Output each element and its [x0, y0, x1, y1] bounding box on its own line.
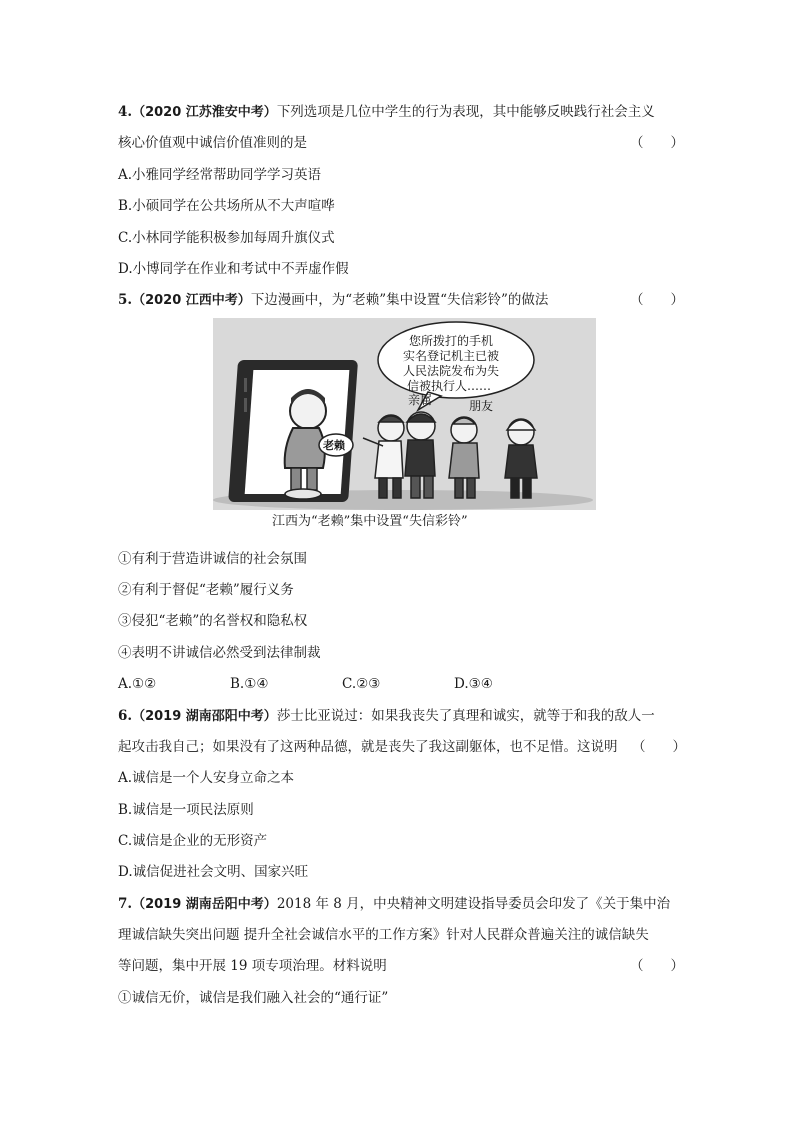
q4-option-d: D.小博同学在作业和考试中不弄虚作假 — [118, 261, 349, 277]
q7-stem-text1: 2018 年 8 月，中央精神文明建设指导委员会印发了《关于集中治 — [276, 896, 671, 912]
bubble-line-2: 实名登记机主已被 — [403, 349, 500, 363]
q4-source: （2020 江苏淮安中考） — [132, 105, 277, 120]
q7-source: （2019 湖南岳阳中考） — [132, 897, 277, 912]
q6-option-b: B.诚信是一项民法原则 — [118, 802, 254, 818]
q4-stem-line1 — [118, 102, 655, 123]
q6-answer-paren: （ ） — [632, 739, 686, 755]
q6-stem-line2: 起攻击我自己；如果没有了这两种品德，就是丧失了我这副躯体，也不足惜。这说明 — [118, 739, 618, 755]
q6-stem-line1 — [118, 706, 655, 727]
q5-choice-b: B.①④ — [230, 676, 269, 692]
q6-stem-text1: 莎士比亚说过：如果我丧失了真理和诚实，就等于和我的敌人一 — [276, 708, 655, 724]
q6-source: （2019 湖南邵阳中考） — [132, 709, 277, 724]
q5-number: 5. — [118, 292, 133, 308]
q5-statement-3: ③侵犯“老赖”的名誉权和隐私权 — [118, 613, 308, 629]
bubble-line-4: 信被执行人…… — [407, 379, 492, 393]
q4-option-c: C.小林同学能积极参加每周升旗仪式 — [118, 230, 335, 246]
laolai-label: 老赖 — [323, 439, 345, 452]
q5-choice-c: C.②③ — [342, 676, 381, 692]
q4-option-a: A.小雅同学经常帮助同学学习英语 — [118, 167, 322, 183]
q5-source: （2020 江西中考） — [132, 293, 251, 308]
friends-label: 朋友 — [469, 399, 494, 413]
q5-choice-d: D.③④ — [454, 676, 493, 692]
q5-stem — [118, 290, 548, 311]
q4-answer-paren: （ ） — [630, 135, 684, 151]
bubble-line-3: 人民法院发布为失 — [403, 364, 500, 378]
q7-answer-paren: （ ） — [630, 958, 684, 974]
q7-stem-line2: 理诚信缺失突出问题 提升全社会诚信水平的工作方案》针对人民群众普遍关注的诚信缺失 — [118, 927, 649, 943]
q5-statement-4: ④表明不讲诚信必然受到法律制裁 — [118, 645, 321, 661]
q7-stem-line1 — [118, 894, 670, 915]
bubble-line-1: 您所拨打的手机 — [409, 334, 494, 348]
q5-answer-paren: （ ） — [630, 292, 684, 308]
q5-statement-1: ①有利于营造讲诚信的社会氛围 — [118, 551, 307, 567]
q4-option-b: B.小硕同学在公共场所从不大声喧哗 — [118, 198, 335, 214]
q5-stem-text: 下边漫画中，为“老赖”集中设置“失信彩铃”的做法 — [250, 292, 549, 308]
q6-option-d: D.诚信促进社会文明、国家兴旺 — [118, 864, 309, 880]
q4-number: 4. — [118, 104, 133, 120]
relatives-label: 亲属 — [408, 393, 433, 407]
q7-stem-line3: 等问题，集中开展 19 项专项治理。材料说明 — [118, 958, 387, 974]
q6-number: 6. — [118, 708, 133, 724]
q4-stem-line2: 核心价值观中诚信价值准则的是 — [118, 135, 307, 151]
q5-cartoon — [213, 318, 596, 510]
q4-stem-text1: 下列选项是几位中学生的行为表现，其中能够反映践行社会主义 — [276, 104, 655, 120]
cartoon-caption: 江西为“老赖”集中设置“失信彩铃” — [272, 514, 468, 529]
q5-choices — [118, 674, 638, 694]
q5-choice-a: A.①② — [118, 676, 157, 692]
q7-number: 7. — [118, 896, 133, 912]
q6-option-c: C.诚信是企业的无形资产 — [118, 833, 268, 849]
q5-statement-2: ②有利于督促“老赖”履行义务 — [118, 582, 294, 598]
q6-option-a: A.诚信是一个人安身立命之本 — [118, 770, 295, 786]
q7-statement-1: ①诚信无价，诚信是我们融入社会的“通行证” — [118, 990, 389, 1006]
